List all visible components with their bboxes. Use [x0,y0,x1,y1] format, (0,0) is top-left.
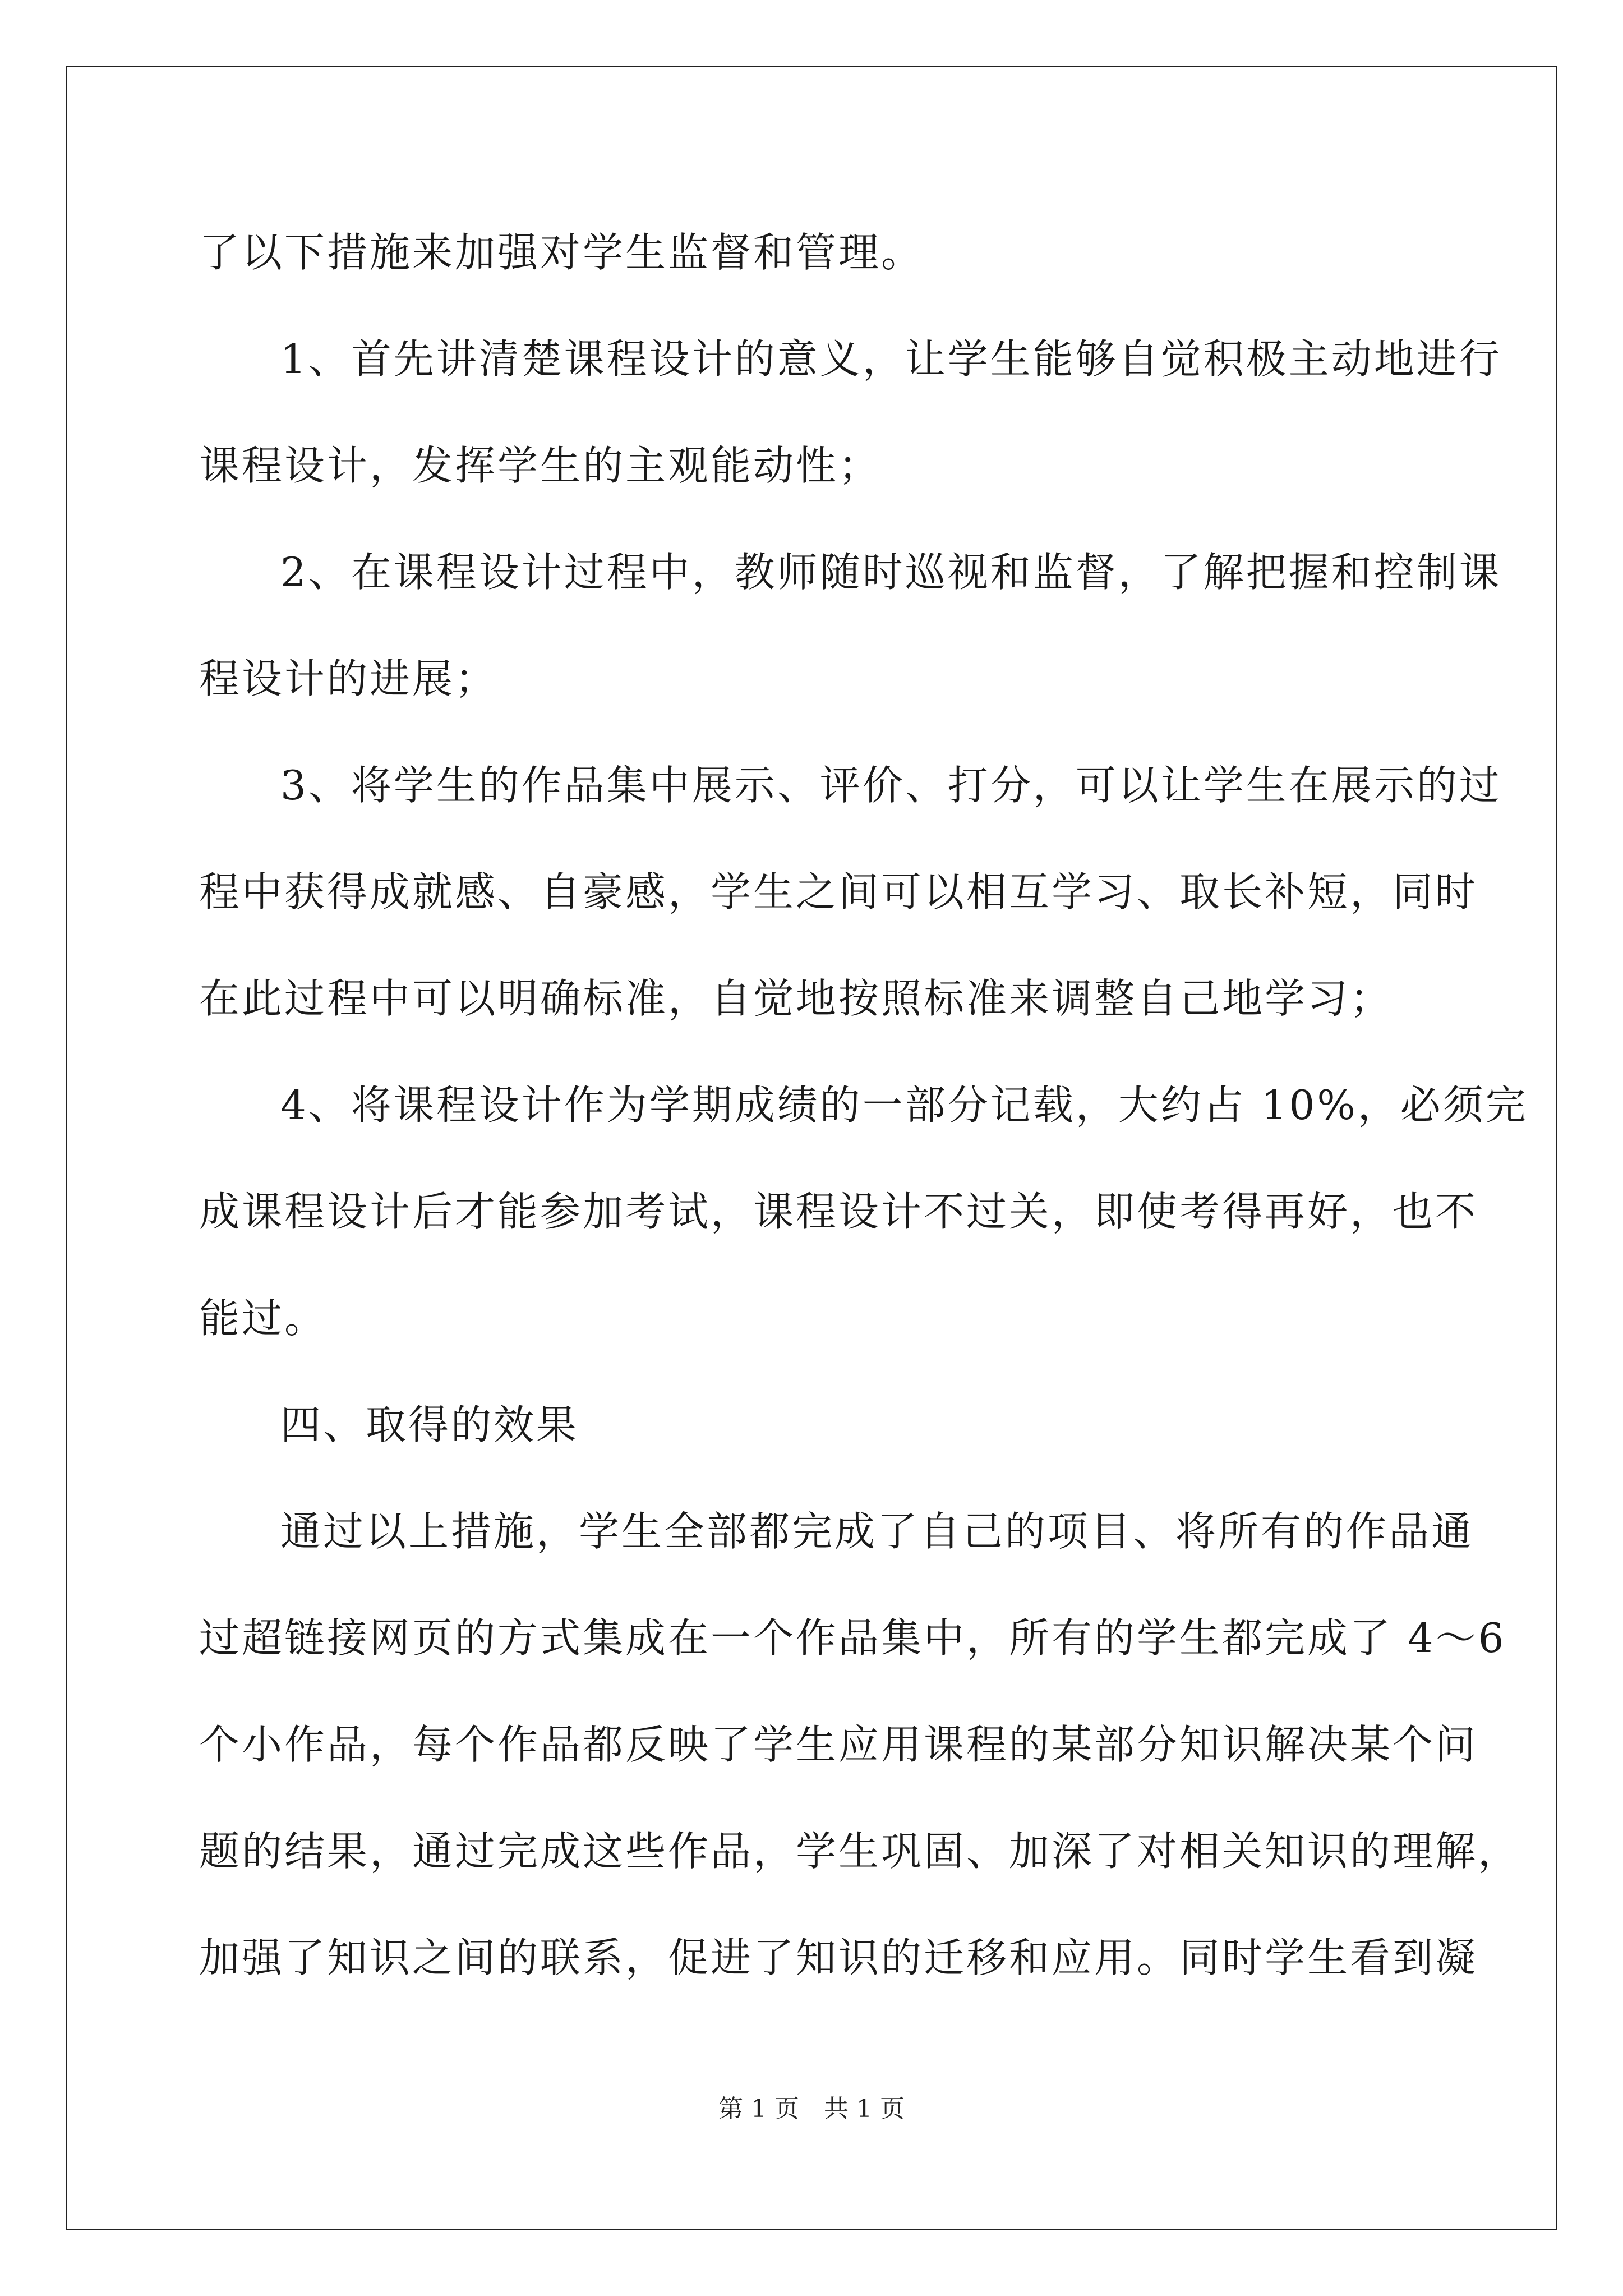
page-border [66,66,1557,2230]
paragraph-continuation: 加强了知识之间的联系，促进了知识的迁移和应用。同时学生看到凝 [199,1934,1478,1981]
paragraph-continuation: 过超链接网页的方式集成在一个作品集中，所有的学生都完成了 4～6 [199,1614,1506,1662]
paragraph-text: 通过以上措施，学生全部都完成了自己的项目、将所有的作品通 [280,1508,1474,1555]
page-footer: 第 1 页 共 1 页 [718,2095,905,2123]
list-item-1-text: 1、首先讲清楚课程设计的意义，让学生能够自觉积极主动地进行 [280,335,1502,383]
list-item-3-text: 3、将学生的作品集中展示、评价、打分，可以让学生在展示的过 [280,762,1502,809]
list-item-1-continuation: 课程设计，发挥学生的主观能动性； [199,442,882,489]
body-text-line: 了以下措施来加强对学生监督和管理。 [199,229,924,276]
paragraph-continuation: 题的结果，通过完成这些作品，学生巩固、加深了对相关知识的理解， [199,1828,1521,1875]
section-heading: 四、取得的效果 [280,1401,579,1448]
list-item-2-continuation: 程设计的进展； [199,655,498,702]
list-item-3-continuation: 程中获得成就感、自豪感，学生之间可以相互学习、取长补短，同时 [199,868,1478,915]
list-item-2-text: 2、在课程设计过程中，教师随时巡视和监督，了解把握和控制课 [280,549,1502,596]
list-item-4-text: 4、将课程设计作为学期成绩的一部分记载，大约占 10%，必须完 [280,1082,1528,1129]
list-item-4-continuation: 能过。 [199,1295,328,1342]
list-item-4-continuation: 成课程设计后才能参加考试，课程设计不过关，即使考得再好，也不 [199,1188,1478,1235]
list-item-3-continuation: 在此过程中可以明确标准，自觉地按照标准来调整自己地学习； [199,975,1393,1022]
paragraph-continuation: 个小作品，每个作品都反映了学生应用课程的某部分知识解决某个问 [199,1721,1478,1768]
